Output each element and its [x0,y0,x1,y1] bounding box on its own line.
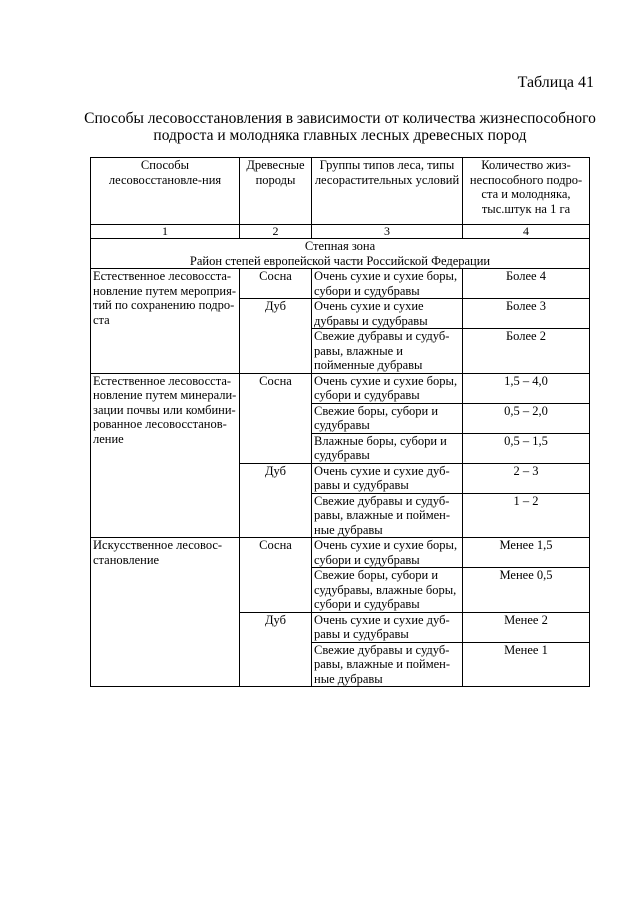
quantity-cell: Более 3 [463,299,590,329]
column-number: 4 [463,225,590,239]
method-cell: Естественное лесовосста-новление путем минерали-зации почвы или комбини-рованное лесовосстанов-ление [91,373,240,538]
quantity-cell: Более 2 [463,329,590,374]
quantity-cell: 0,5 – 1,5 [463,433,590,463]
method-cell: Искусственное лесовос-становление [91,538,240,687]
forest-type-cell: Влажные боры, субори и судубравы [312,433,463,463]
table-row [91,373,590,403]
species-cell: Сосна [240,373,312,463]
quantity-cell: 0,5 – 2,0 [463,403,590,433]
header-quantity: Количество жиз-неспособного подро-ста и молодняка, тыс.штук на 1 га [463,158,590,225]
quantity-cell: Менее 0,5 [463,568,590,613]
forest-type-cell: Очень сухие и сухие боры, субори и судубравы [312,269,463,299]
forest-type-cell: Очень сухие и сухие дуб-равы и судубравы [312,463,463,493]
column-number: 2 [240,225,312,239]
header-method: Способы лесовосстановле-ния [91,158,240,225]
quantity-cell: 1 – 2 [463,493,590,538]
method-cell: Естественное лесовосста-новление путем мероприя-тий по сохранению подро-ста [91,269,240,374]
title-line-2: подроста и молодняка главных лесных древесных пород [153,127,527,144]
zone-name: Степная зона [304,239,376,253]
quantity-cell: Менее 1,5 [463,538,590,568]
quantity-cell: Более 4 [463,269,590,299]
species-cell: Дуб [240,612,312,687]
table-row [91,538,590,568]
forest-type-cell: Свежие дубравы и судуб-равы, влажные и поймен-ные дубравы [312,493,463,538]
species-cell: Дуб [240,299,312,374]
title-line-1: Способы лесовосстановления в зависимости от количества жизнеспособного [84,110,596,127]
column-number-row [91,225,590,239]
quantity-cell: Менее 1 [463,642,590,687]
header-species: Древесные породы [240,158,312,225]
zone-row [91,239,590,269]
column-number: 1 [91,225,240,239]
column-number: 3 [312,225,463,239]
quantity-cell: Менее 2 [463,612,590,642]
species-cell: Сосна [240,269,312,299]
forest-type-cell: Очень сухие и сухие боры, субори и судубравы [312,373,463,403]
header-row [91,158,590,225]
species-cell: Сосна [240,538,312,613]
data-table [90,157,590,687]
species-cell: Дуб [240,463,312,538]
header-forest-type: Группы типов леса, типы лесорастительных условий [312,158,463,225]
zone-cell [91,239,590,269]
forest-type-cell: Очень сухие и сухие дуб-равы и судубравы [312,612,463,642]
zone-region: Район степей европейской части Российской Федерации [189,253,491,268]
forest-type-cell: Свежие дубравы и судуб-равы, влажные и поймен-ные дубравы [312,642,463,687]
table-title [60,110,620,144]
forest-type-cell: Очень сухие и сухие дубравы и судубравы [312,299,463,329]
forest-type-cell: Очень сухие и сухие боры, субори и судубравы [312,538,463,568]
forest-type-cell: Свежие дубравы и судуб-равы, влажные и пойменные дубравы [312,329,463,374]
quantity-cell: 1,5 – 4,0 [463,373,590,403]
quantity-cell: 2 – 3 [463,463,590,493]
table-number: Таблица 41 [517,74,594,91]
forest-type-cell: Свежие боры, субори и судубравы [312,403,463,433]
table-row [91,269,590,299]
forest-type-cell: Свежие боры, субори и судубравы, влажные боры, субори и судубравы [312,568,463,613]
